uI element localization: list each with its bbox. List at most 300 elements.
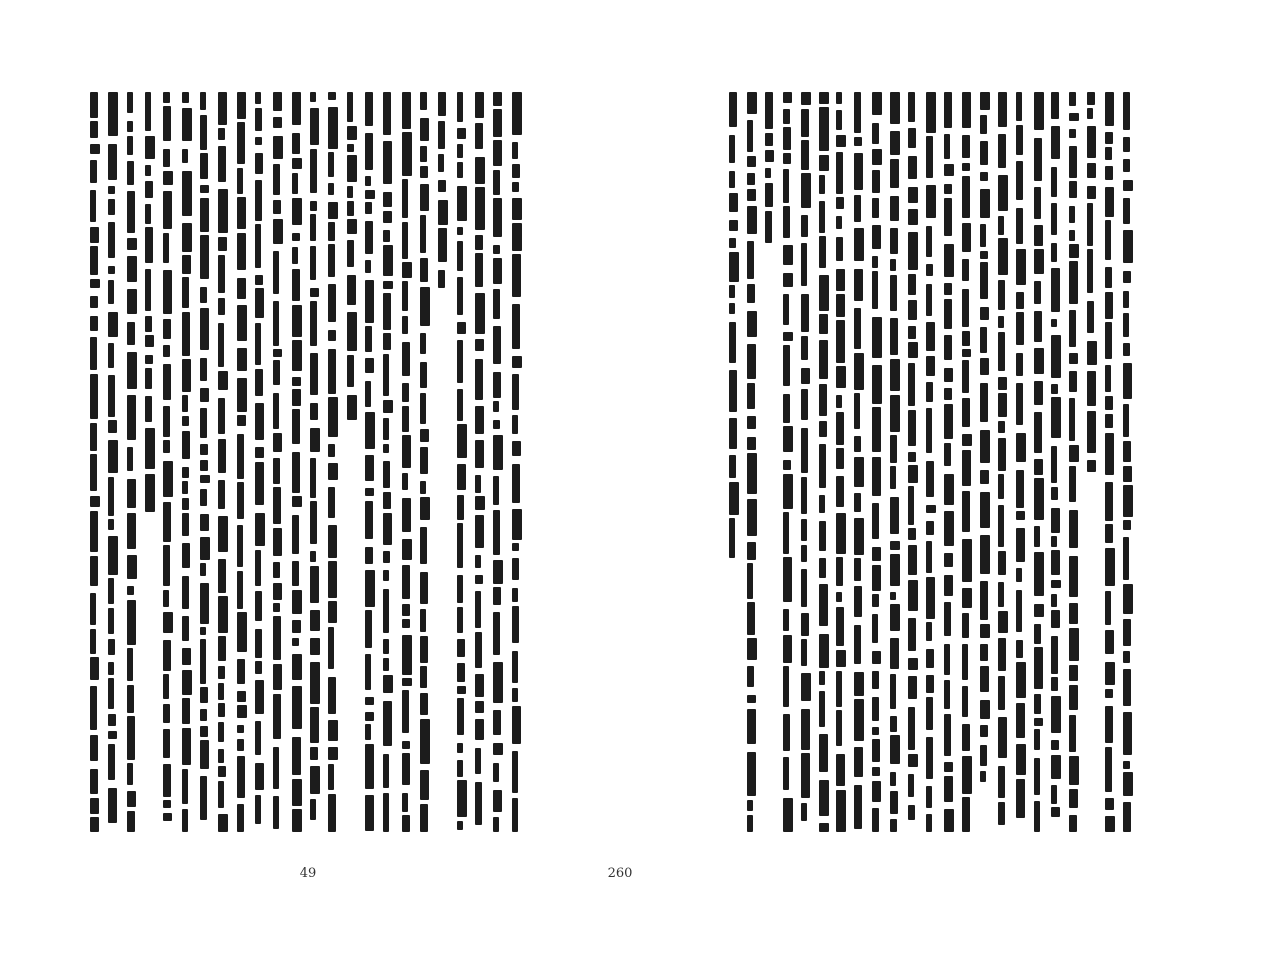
glyph-run: [328, 222, 335, 241]
glyph-run: [365, 744, 374, 789]
glyph-run: [783, 798, 793, 832]
glyph-run: [493, 790, 502, 812]
glyph-run: [420, 393, 426, 424]
glyph-run: [1087, 126, 1096, 158]
glyph-run: [729, 92, 737, 127]
glyph-run: [1051, 384, 1058, 394]
glyph-run: [292, 173, 298, 194]
glyph-run: [747, 815, 753, 832]
glyph-run: [1016, 125, 1023, 155]
glyph-run: [819, 340, 828, 379]
glyph-run: [237, 197, 246, 229]
glyph-run: [962, 223, 971, 252]
glyph-run: [127, 716, 135, 760]
glyph-run: [237, 659, 245, 684]
glyph-run: [273, 219, 283, 244]
glyph-run: [836, 269, 845, 291]
glyph-run: [457, 389, 463, 421]
glyph-run: [237, 571, 243, 609]
glyph-run: [108, 744, 115, 780]
glyph-run: [908, 342, 918, 358]
glyph-run: [218, 666, 225, 679]
glyph-run: [729, 171, 735, 188]
glyph-run: [200, 583, 209, 624]
glyph-run: [145, 368, 152, 389]
glyph-run: [457, 698, 464, 735]
glyph-run: [1105, 292, 1113, 319]
glyph-run: [292, 305, 302, 337]
text-column: [88, 92, 102, 832]
glyph-run: [1034, 311, 1042, 342]
glyph-run: [200, 287, 207, 303]
glyph-run: [890, 735, 900, 764]
glyph-run: [962, 434, 972, 446]
glyph-run: [1051, 580, 1061, 588]
glyph-run: [145, 355, 153, 364]
text-column: [1085, 92, 1099, 472]
glyph-run: [962, 797, 970, 832]
glyph-run: [1087, 249, 1093, 293]
glyph-run: [1123, 466, 1132, 482]
glyph-run: [420, 719, 430, 764]
glyph-run: [980, 141, 988, 165]
glyph-run: [854, 92, 861, 133]
glyph-run: [457, 227, 463, 235]
glyph-run: [783, 109, 790, 124]
glyph-run: [926, 541, 932, 573]
glyph-run: [1034, 138, 1042, 181]
glyph-run: [292, 686, 302, 729]
glyph-run: [944, 443, 951, 466]
glyph-run: [1123, 271, 1131, 283]
glyph-run: [328, 397, 338, 437]
glyph-run: [255, 550, 261, 586]
glyph-run: [127, 352, 137, 389]
glyph-run: [512, 304, 520, 349]
glyph-run: [998, 438, 1006, 471]
glyph-run: [365, 260, 371, 273]
glyph-run: [292, 638, 299, 646]
glyph-run: [310, 662, 320, 704]
glyph-run: [1123, 619, 1131, 646]
glyph-run: [747, 383, 755, 409]
glyph-run: [127, 600, 136, 645]
glyph-run: [163, 800, 171, 808]
glyph-run: [801, 215, 808, 237]
glyph-run: [729, 455, 736, 478]
glyph-run: [182, 108, 192, 141]
glyph-run: [292, 340, 302, 371]
glyph-run: [944, 776, 953, 802]
glyph-run: [108, 788, 117, 823]
glyph-run: [980, 470, 989, 484]
glyph-run: [890, 259, 896, 271]
glyph-run: [890, 791, 898, 814]
glyph-run: [819, 444, 826, 488]
glyph-run: [218, 92, 227, 125]
glyph-run: [200, 489, 207, 506]
glyph-run: [819, 780, 829, 816]
glyph-run: [493, 587, 501, 605]
glyph-run: [365, 547, 373, 564]
glyph-run: [493, 662, 503, 703]
glyph-run: [292, 198, 302, 225]
glyph-run: [747, 416, 756, 429]
glyph-run: [1069, 628, 1079, 661]
glyph-run: [944, 404, 953, 439]
glyph-run: [1051, 594, 1057, 607]
glyph-run: [237, 348, 247, 371]
glyph-run: [182, 576, 189, 609]
glyph-run: [872, 671, 879, 689]
glyph-run: [836, 557, 843, 586]
glyph-run: [836, 237, 843, 261]
glyph-run: [944, 511, 954, 546]
glyph-run: [347, 240, 354, 267]
glyph-run: [980, 535, 990, 574]
glyph-run: [1069, 92, 1076, 106]
glyph-run: [1016, 703, 1025, 738]
right-page: [607, 0, 1265, 978]
glyph-run: [310, 428, 320, 452]
glyph-run: [729, 135, 735, 163]
glyph-run: [765, 133, 773, 146]
glyph-run: [273, 458, 280, 484]
glyph-run: [1051, 677, 1058, 691]
glyph-run: [980, 251, 988, 259]
glyph-run: [420, 609, 426, 632]
text-column: [834, 92, 848, 832]
glyph-run: [944, 474, 954, 505]
glyph-run: [962, 289, 969, 327]
glyph-run: [365, 697, 374, 705]
glyph-run: [1105, 433, 1114, 475]
glyph-run: [783, 92, 792, 103]
glyph-run: [783, 273, 793, 287]
glyph-run: [255, 323, 261, 365]
glyph-run: [1016, 208, 1023, 244]
glyph-run: [747, 120, 753, 152]
glyph-run: [801, 243, 807, 286]
glyph-run: [1123, 712, 1132, 755]
glyph-run: [493, 140, 502, 166]
glyph-run: [765, 183, 773, 207]
glyph-run: [457, 575, 463, 603]
glyph-run: [747, 453, 757, 494]
glyph-run: [163, 319, 171, 339]
glyph-run: [127, 136, 133, 155]
glyph-run: [872, 547, 881, 561]
text-column: [727, 92, 741, 562]
glyph-run: [200, 444, 208, 455]
text-column: [781, 92, 795, 832]
glyph-run: [747, 666, 754, 687]
glyph-run: [310, 766, 320, 794]
glyph-run: [255, 721, 261, 755]
glyph-run: [872, 727, 879, 735]
glyph-run: [475, 555, 481, 568]
glyph-run: [182, 670, 192, 695]
glyph-run: [420, 215, 426, 253]
glyph-run: [890, 772, 896, 786]
glyph-run: [493, 372, 501, 398]
glyph-run: [145, 335, 154, 347]
glyph-run: [854, 457, 864, 487]
glyph-run: [255, 763, 264, 790]
glyph-run: [218, 323, 224, 367]
glyph-run: [980, 644, 988, 661]
glyph-run: [475, 440, 484, 468]
glyph-run: [1087, 186, 1096, 199]
glyph-run: [854, 436, 861, 452]
glyph-run: [801, 173, 811, 208]
glyph-run: [783, 153, 791, 164]
glyph-run: [1069, 815, 1077, 832]
glyph-run: [383, 230, 390, 242]
glyph-run: [854, 785, 862, 829]
glyph-run: [310, 799, 316, 820]
glyph-run: [328, 764, 334, 790]
glyph-run: [512, 374, 519, 410]
glyph-run: [783, 609, 789, 631]
glyph-run: [872, 781, 881, 802]
glyph-run: [163, 233, 169, 263]
glyph-run: [1123, 520, 1131, 530]
glyph-run: [90, 92, 98, 118]
glyph-run: [890, 131, 900, 155]
glyph-run: [182, 416, 189, 426]
glyph-run: [944, 602, 951, 636]
glyph-run: [420, 666, 427, 688]
glyph-run: [980, 172, 988, 181]
glyph-run: [237, 691, 246, 702]
glyph-run: [457, 186, 467, 221]
glyph-run: [1123, 137, 1130, 152]
glyph-run: [347, 201, 354, 216]
glyph-run: [383, 639, 389, 654]
glyph-run: [218, 781, 224, 808]
glyph-run: [328, 525, 337, 558]
glyph-run: [200, 92, 206, 110]
glyph-run: [908, 774, 914, 797]
glyph-run: [420, 362, 427, 388]
glyph-run: [218, 516, 228, 552]
glyph-run: [1069, 244, 1079, 258]
glyph-run: [836, 412, 844, 445]
glyph-run: [1069, 715, 1076, 752]
glyph-run: [255, 180, 262, 221]
glyph-run: [127, 256, 137, 282]
glyph-run: [962, 259, 969, 281]
glyph-run: [962, 686, 968, 717]
glyph-run: [944, 368, 953, 382]
glyph-run: [347, 219, 357, 234]
glyph-run: [475, 187, 485, 230]
glyph-run: [292, 389, 301, 406]
glyph-run: [998, 676, 1005, 710]
glyph-run: [890, 674, 896, 709]
glyph-run: [801, 519, 807, 541]
glyph-run: [872, 503, 879, 539]
glyph-run: [365, 570, 375, 607]
glyph-run: [872, 317, 882, 358]
glyph-run: [854, 308, 861, 349]
glyph-run: [819, 558, 826, 578]
glyph-run: [765, 150, 774, 162]
glyph-run: [90, 556, 98, 586]
glyph-run: [292, 247, 298, 264]
glyph-run: [90, 423, 97, 451]
glyph-run: [493, 109, 502, 137]
glyph-run: [383, 333, 391, 350]
glyph-run: [163, 612, 173, 633]
glyph-run: [402, 635, 412, 675]
glyph-run: [980, 224, 986, 247]
glyph-run: [1051, 319, 1057, 327]
glyph-run: [90, 296, 98, 308]
glyph-run: [255, 137, 262, 145]
glyph-run: [1034, 187, 1041, 219]
glyph-run: [383, 293, 391, 330]
glyph-run: [493, 476, 499, 505]
glyph-run: [1087, 163, 1096, 178]
glyph-run: [512, 751, 518, 793]
glyph-run: [493, 560, 503, 584]
glyph-run: [182, 149, 188, 163]
glyph-run: [402, 435, 411, 468]
glyph-run: [801, 140, 809, 170]
glyph-run: [872, 697, 879, 721]
glyph-run: [512, 254, 521, 297]
glyph-run: [163, 440, 170, 453]
glyph-run: [402, 383, 409, 402]
glyph-run: [237, 804, 244, 832]
glyph-run: [218, 480, 225, 509]
glyph-run: [273, 393, 279, 429]
glyph-run: [292, 409, 300, 444]
glyph-run: [90, 246, 98, 275]
glyph-run: [890, 159, 899, 188]
glyph-run: [890, 435, 897, 463]
glyph-run: [783, 245, 793, 265]
glyph-run: [218, 814, 228, 832]
glyph-run: [292, 561, 299, 586]
glyph-run: [1105, 220, 1111, 260]
glyph-run: [127, 791, 136, 807]
glyph-run: [200, 687, 208, 703]
glyph-run: [255, 462, 264, 505]
glyph-run: [255, 403, 264, 440]
glyph-run: [475, 515, 484, 548]
glyph-run: [347, 312, 357, 351]
glyph-run: [1087, 203, 1093, 246]
glyph-run: [998, 280, 1005, 310]
glyph-run: [200, 709, 207, 721]
glyph-run: [1069, 206, 1075, 223]
glyph-run: [163, 674, 169, 699]
glyph-run: [218, 371, 228, 390]
glyph-run: [402, 741, 410, 749]
glyph-run: [836, 152, 843, 194]
glyph-run: [944, 244, 954, 277]
glyph-run: [365, 488, 374, 496]
glyph-run: [1051, 550, 1060, 575]
glyph-run: [200, 627, 206, 635]
glyph-run: [1069, 466, 1076, 502]
glyph-run: [292, 452, 300, 493]
glyph-run: [292, 779, 302, 806]
glyph-run: [747, 563, 753, 599]
glyph-run: [1069, 371, 1077, 392]
glyph-run: [980, 327, 987, 353]
glyph-run: [783, 635, 792, 663]
glyph-run: [163, 270, 172, 314]
glyph-run: [1016, 640, 1023, 658]
glyph-run: [1069, 665, 1078, 681]
glyph-run: [420, 429, 429, 442]
glyph-run: [765, 168, 771, 178]
glyph-run: [310, 201, 317, 211]
glyph-run: [1016, 511, 1025, 520]
glyph-run: [926, 136, 933, 178]
text-column: [1014, 92, 1028, 832]
glyph-run: [273, 664, 282, 690]
glyph-run: [383, 492, 391, 509]
glyph-run: [475, 475, 481, 493]
glyph-run: [801, 613, 809, 636]
glyph-run: [801, 428, 808, 473]
glyph-run: [200, 115, 207, 150]
glyph-run: [908, 707, 915, 750]
glyph-run: [402, 498, 411, 532]
glyph-run: [854, 195, 861, 222]
glyph-run: [255, 795, 261, 824]
glyph-run: [729, 303, 735, 314]
glyph-run: [512, 706, 521, 744]
glyph-run: [926, 649, 934, 668]
glyph-run: [1069, 789, 1078, 808]
glyph-run: [1105, 132, 1113, 144]
glyph-run: [182, 728, 191, 765]
glyph-run: [493, 245, 500, 254]
glyph-run: [1034, 624, 1041, 644]
glyph-run: [273, 433, 282, 452]
glyph-run: [310, 566, 319, 603]
glyph-run: [402, 92, 411, 129]
glyph-run: [836, 671, 842, 707]
text-column: [870, 92, 884, 832]
glyph-run: [854, 493, 861, 512]
glyph-run: [127, 811, 135, 832]
glyph-run: [310, 638, 320, 655]
glyph-run: [365, 176, 371, 186]
glyph-run: [493, 743, 503, 755]
glyph-run: [310, 458, 316, 498]
text-column: [125, 92, 139, 832]
glyph-run: [1069, 129, 1076, 138]
glyph-run: [998, 551, 1006, 575]
glyph-run: [255, 224, 261, 268]
glyph-run: [328, 720, 338, 741]
glyph-run: [944, 283, 952, 295]
glyph-run: [872, 271, 878, 309]
glyph-run: [1087, 371, 1096, 406]
text-column: [161, 92, 175, 832]
glyph-run: [1087, 341, 1097, 365]
glyph-run: [819, 92, 829, 104]
glyph-run: [200, 563, 206, 576]
glyph-run: [801, 753, 810, 798]
